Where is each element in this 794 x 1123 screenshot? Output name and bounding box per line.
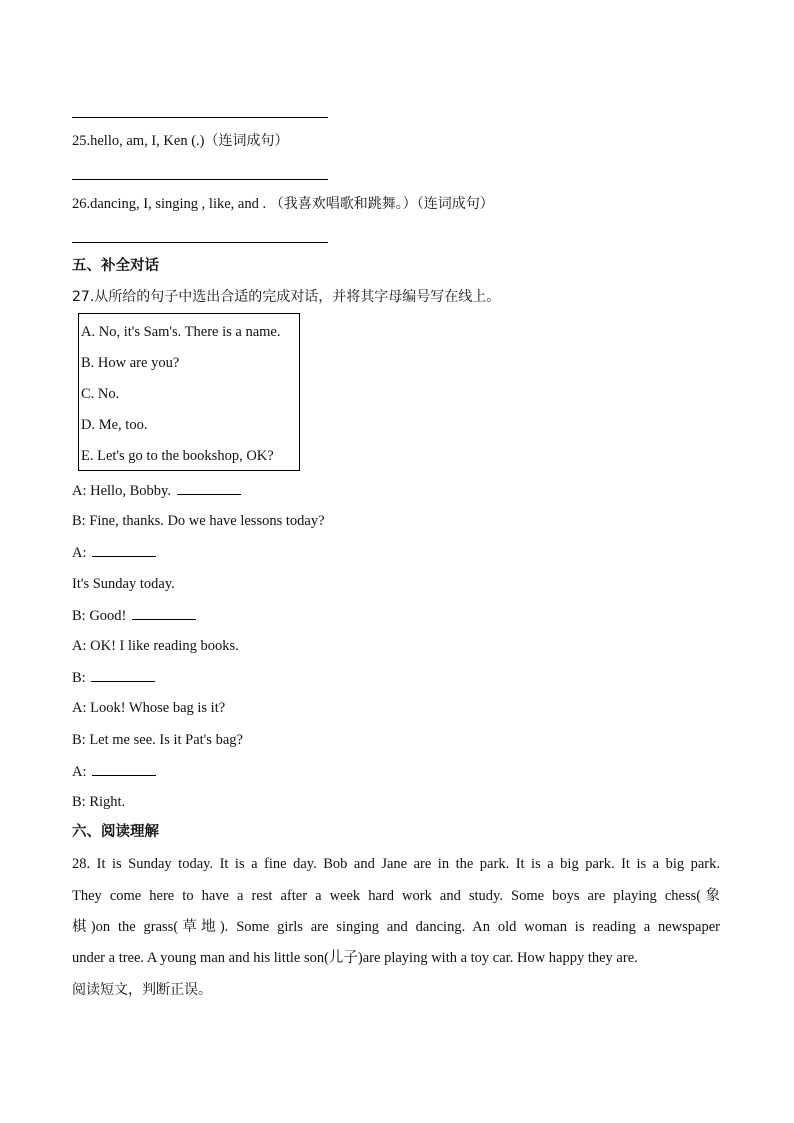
- passage-line: They come here to have a rest after a week hard work and study. Some boys are playing chess(象: [72, 888, 720, 904]
- dialogue-text: A: OK! I like reading books.: [72, 638, 239, 654]
- dialogue-line: [72, 792, 125, 812]
- question-28-instruction: 阅读短文，判断正误。: [72, 982, 212, 998]
- dialogue-text: A:: [72, 545, 91, 561]
- question-26-instruction: （我喜欢唱歌和跳舞。）（连词成句）: [269, 196, 494, 212]
- options-box: [78, 313, 300, 471]
- answer-blank[interactable]: [91, 667, 155, 682]
- question-26: [72, 194, 494, 214]
- question-25: [72, 131, 288, 151]
- dialogue-text: A:: [72, 764, 91, 780]
- option-b: B. How are you?: [81, 355, 180, 371]
- dialogue-line: [72, 761, 156, 782]
- passage-line: 28. It is Sunday today. It is a fine day. Bob and Jane are in the park. It is a big park. It is a big park.: [72, 856, 720, 872]
- answer-blank[interactable]: [177, 480, 241, 495]
- dialogue-line: [72, 511, 325, 531]
- dialogue-text: B: Right.: [72, 794, 126, 810]
- passage-line: under a tree. A young man and his little son(儿子)are playing with a toy car. How happy they are.: [72, 950, 638, 966]
- passage-line: 棋)on the grass(草地). Some girls are singing and dancing. An old woman is reading a newspaper: [72, 919, 720, 935]
- dialogue-text: A: Look! Whose bag is it?: [72, 700, 226, 716]
- dialogue-text: A: Hello, Bobby.: [72, 483, 175, 499]
- question-26-text: 26.dancing, I, singing , like, and .: [72, 196, 270, 212]
- option-a: A. No, it's Sam's. There is a name.: [81, 324, 281, 340]
- answer-line-26: [72, 242, 328, 243]
- section-5-heading: 五、补全对话: [72, 258, 159, 274]
- question-25-instruction: （连词成句）: [204, 133, 289, 149]
- dialogue-text: It's Sunday today.: [72, 576, 175, 592]
- dialogue-text: B: Let me see. Is it Pat's bag?: [72, 732, 243, 748]
- dialogue-line: [72, 574, 175, 594]
- answer-line-25: [72, 179, 328, 180]
- dialogue-line: [72, 480, 241, 501]
- answer-blank[interactable]: [92, 542, 156, 557]
- answer-blank[interactable]: [132, 605, 196, 620]
- dialogue-text: B: Fine, thanks. Do we have lessons today?: [72, 513, 325, 529]
- option-e: E. Let's go to the bookshop, OK?: [81, 448, 274, 464]
- dialogue-text: B: Good!: [72, 608, 130, 624]
- option-d: D. Me, too.: [81, 417, 148, 433]
- question-25-text: 25.hello, am, I, Ken (.): [72, 133, 205, 149]
- dialogue-line: [72, 605, 196, 626]
- section-6-heading: 六、阅读理解: [72, 824, 159, 840]
- answer-blank[interactable]: [92, 761, 156, 776]
- dialogue-line: [72, 667, 155, 688]
- answer-line-24: [72, 117, 328, 118]
- dialogue-line: [72, 636, 239, 656]
- dialogue-line: [72, 542, 156, 563]
- dialogue-line: [72, 730, 243, 750]
- question-27-prompt: 27.从所给的句子中选出合适的完成对话，并将其字母编号写在线上。: [72, 289, 501, 305]
- dialogue-text: B:: [72, 670, 90, 686]
- dialogue-line: [72, 698, 225, 718]
- option-c: C. No.: [81, 386, 120, 402]
